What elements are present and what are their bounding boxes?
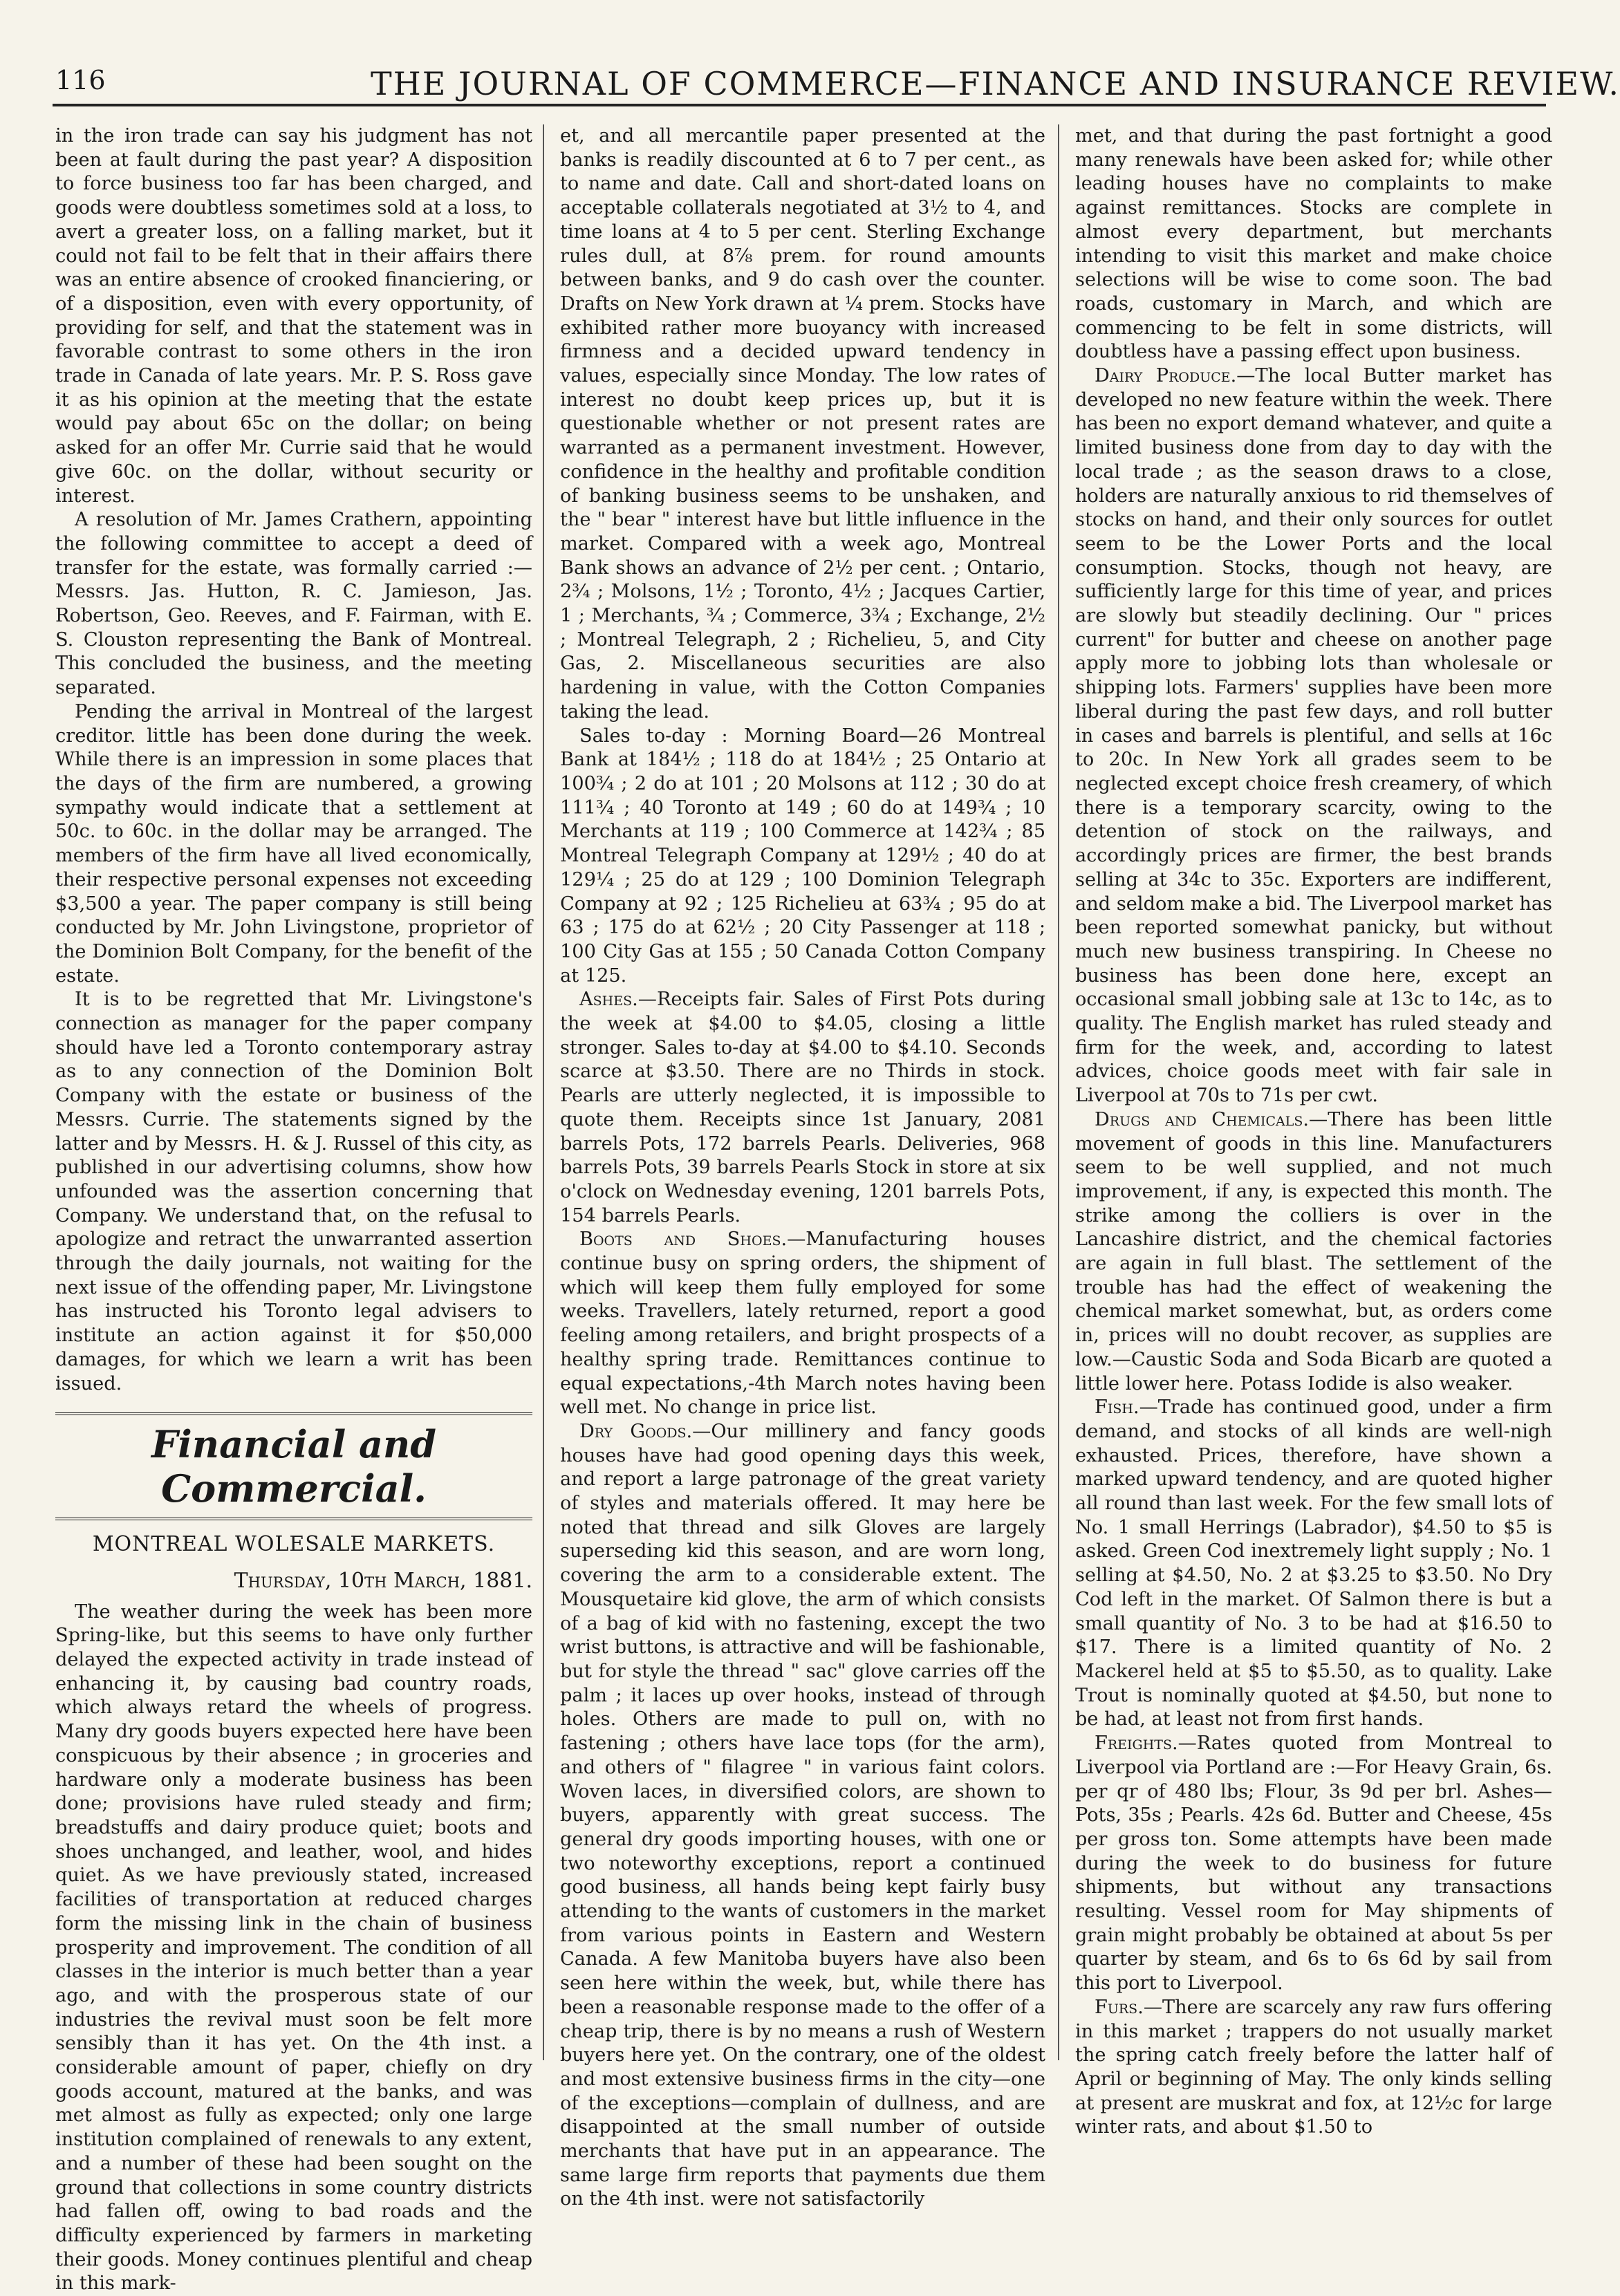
column-2	[560, 124, 1046, 2210]
item-text: —Trade has continued good, under a firm demand, and stocks of all kinds are well-nigh exhausted. Prices, therefore, have shown a marked upward tendency, and are quoted higher all round than last week. For the few small lots of No. 1 small Herrings (Labrador), $4.50 to $5 is asked. Green Cod inextremely light supply ; No. 1 selling at $4.50, No. 2 at $3.25 to $3.50. No Dry Cod left in the market. Of Salmon there is but a small quantity of No. 3 to be had at $16.50 to $17. There is a limited quantity of No. 2 Mackerel held at $5 to $5.50, as to quality. Lake Trout is nominally quoted at $4.50, but none to be had, at least not from first hands.	[1075, 1397, 1552, 1730]
item-text: —There are scarcely any raw furs offering in this market ; trappers do not usually market the spring catch freely before the latter half of April or beginning of May. The only kinds selling at present are muskrat and fox, at 12½c for large winter rats, and about $1.50 to	[1075, 1996, 1552, 2138]
column-rule	[1058, 124, 1059, 2060]
item-heading: Boots and Shoes.	[579, 1229, 788, 1251]
paragraph: met, and that during the past fortnight a good many renewals have been asked for; while other leading houses have no complaints to make against remittances. Stocks are complete in almost every department, but merchants intending to visit this market and make choice selections will be wise to come soon. The bad roads, customary in March, and which are commencing to be felt in some districts, will doubtless have a passing effect upon business.	[1075, 125, 1552, 363]
paragraph: in the iron trade can say his judgment has not been at fault during the past year? A disposition to force business too far has been charged, and goods were doubtless sometimes sold at a loss, to avert a greater loss, on a falling market, but it could not fail to be felt that in their affairs there was an entire absence of crooked financiering, or of a disposition, even with every opportunity, of providing for self, and that the statement was in favorable contrast to some others in the iron trade in Canada of late years. Mr. P. S. Ross gave it as his opinion at the meeting that the estate would pay about 65c on the dollar; on being asked for an offer Mr. Currie said that he would give 60c. on the dollar, without security or interest.	[55, 125, 532, 507]
item-heading: Dairy Produce.	[1095, 365, 1237, 387]
header-rule	[53, 104, 1546, 106]
section-title: Financial and Commercial.	[55, 1412, 532, 1520]
paragraph-ashes	[560, 988, 1045, 1228]
paragraph: et, and all mercantile paper presented at the banks is readily discounted at 6 to 7 per cent., as to name and date. Call and short-dated loans on acceptable collaterals negotiated at 3½ to 4, and time loans at 4 to 5 per cent. Sterling Exchange rules dull, at 8⅞ prem. for round amounts between banks, and 9 do cash over the counter. Drafts on New York drawn at ¼ prem. Stocks have exhibited rather more buoyancy with increased firmness and a decided upward tendency in values, especially since Monday. The low rates of interest no doubt keep prices up, but it is questionable whether or not present rates are warranted as a permanent investment. However, confidence in the healthy and profitable condition of banking business seems to be unshaken, and the " bear " interest have but little influence in the market. Compared with a week ago, Montreal Bank shows an advance of 2½ per cent. ; Ontario, 2¾ ; Molsons, 1½ ; Toronto, 4½ ; Jacques Cartier, 1 ; Merchants, ¾ ; Commerce, 3¾ ; Exchange, 2½ ; Montreal Telegraph, 2 ; Richelieu, 5, and City Gas, 2. Miscellaneous securities are also hardening in value, with the Cotton Companies taking the lead.	[560, 125, 1045, 722]
column-3	[1075, 124, 1552, 2138]
paragraph: The weather during the week has been more Spring-like, but this seems to have only further delayed the expected activity in trade instead of enhancing it, by causing bad country roads, which always retard the wheels of progress. Many dry goods buyers expected here have been conspicuous by their absence ; in groceries and hardware only a moderate business has been done; provisions have ruled steady and firm; breadstuffs and dairy produce quiet; boots and shoes unchanged, and leather, wool, and hides quiet. As we have previously stated, increased facilities of transportation at reduced charges form the missing link in the chain of business prosperity and improvement. The condition of all classes in the interior is much better than a year ago, and with the prosperous state of our industries the revival must soon be felt more sensibly than it has yet. On the 4th inst. a considerable amount of paper, chiefly on dry goods account, matured at the banks, and was met almost as fully as expected; only one large institution complained of renewals to any extent, and a number of these had been sought on the ground that collections in some country districts had fallen off, owing to bad roads and the difficulty experienced by farmers in marketing their goods. Money continues plentiful and cheap in this mark-	[55, 1600, 532, 2295]
item-heading: Fish.	[1095, 1397, 1139, 1419]
item-text: —Our millinery and fancy goods houses have had good opening days this week, and report a large patronage of the great variety of styles and materials offered. It may here be noted that thread and silk Gloves are largely superseding kid this season, and are worn long, covering the arm to a considerable extent. The Mousquetaire kid glove, the arm of which consists of a bag of kid with no fastening, except the two wrist buttons, is attractive and will be fashionable, but for style the thread " sac" glove carries off the palm ; it laces up over hooks, instead of through holes. Others are made to pull on, with no fastening ; others have lace tops (for the arm), and others of " filagree " in various faint colors. Woven laces, in diversified colors, are shown to buyers, apparently with great success. The general dry goods importing houses, with one or two noteworthy exceptions, report a continued good business, all hands being kept fairly busy attending to the wants of customers in the market from various points in Eastern and Western Canada. A few Manitoba buyers have also been seen here within the week, but, while there has been a reasonable response made to the offer of a cheap trip, there is by no means a rush of Western buyers here yet. On the contrary, one of the oldest and most extensive business firms in the city—one of the exceptions—complain of dullness, and are disappointed at the small number of outside merchants that have put in an appearance. The same large firm reports that payments due them on the 4th inst. were not satisfactorily	[560, 1420, 1046, 2210]
paragraph-freights	[1075, 1732, 1552, 1996]
column-1	[55, 124, 532, 2295]
paragraph-furs	[1075, 1996, 1552, 2140]
paragraph-drugs-and-chemicals	[1075, 1108, 1552, 1396]
item-heading: Furs.	[1095, 1996, 1144, 2018]
paragraph: It is to be regretted that Mr. Livingstone's connection as manager for the paper company should have led a Toronto contemporary astray as to any connection of the Dominion Bolt Company with the estate or business of the Messrs. Currie. The statements signed by the latter and by Messrs. H. & J. Russel of this city, as published in our advertising columns, show how unfounded was the assertion concerning that Company. We understand that, on the refusal to apologize and retract the unwarranted assertion through the daily journals, not waiting for the next issue of the offending paper, Mr. Livingstone has instructed his Toronto legal advisers to institute an action against it for $50,000 damages, for which we learn a writ has been issued.	[55, 989, 532, 1394]
item-text: —Manufacturing houses continue busy on spring orders, the shipment of which will keep them fully employed for some weeks. Travellers, lately returned, report a good feeling among retailers, and bright prospects of a healthy spring trade. Remittances continue to equal expectations,-4th March notes having been well met. No change in price list.	[560, 1229, 1045, 1419]
paragraph-boots-and-shoes	[560, 1228, 1045, 1420]
item-heading: Dry Goods.	[579, 1420, 693, 1442]
paragraph: Sales to-day : Morning Board—26 Montreal Bank at 184½ ; 118 do at 184½ ; 25 Ontario at 100¾ ; 2 do at 101 ; 20 Molsons at 112 ; 30 do at 111¾ ; 40 Toronto at 149 ; 60 do at 149¾ ; 10 Merchants at 119 ; 100 Commerce at 142¾ ; 85 Montreal Telegraph Company at 129½ ; 40 do at 129¼ ; 25 do at 129 ; 100 Dominion Telegraph Company at 92 ; 125 Richelieu at 63¾ ; 95 do at 63 ; 175 do at 62½ ; 20 City Passenger at 118 ; 100 City Gas at 155 ; 50 Canada Cotton Company at 125.	[560, 725, 1045, 987]
item-text: —Rates quoted from Montreal to Liverpool via Portland are :—For Heavy Grain, 6s. per qr of 480 lbs; Flour, 3s 9d per brl. Ashes—Pots, 35s ; Pearls. 42s 6d. Butter and Cheese, 45s per gross ton. Some attempts have been made during the week to do business for future shipments, but without any transactions resulting. Vessel room for May shipments of grain might probably be obtained at about 5s per quarter by steam, and 6s to 6s 6d by sail from this port to Liverpool.	[1075, 1733, 1552, 1995]
page-header	[39, 44, 1620, 102]
item-heading: Freights.	[1095, 1733, 1178, 1755]
column-rule	[543, 124, 544, 2060]
item-heading: Drugs and Chemicals.	[1095, 1108, 1310, 1130]
market-subhead: MONTREAL WOLESALE MARKETS.	[92, 1532, 496, 1557]
running-head: THE JOURNAL OF COMMERCE—FINANCE AND INSURANCE REVIEW.	[371, 65, 1620, 102]
item-text: —There has been little movement of goods in this line. Manufacturers seem to be well supplied, and not much improvement, if any, is expected this month. The strike among the colliers is over in the Lancashire district, and the chemical factories are again in full blast. The settlement of the trouble has had the effect of weakening the chemical market somewhat, but, as orders come in, prices will no doubt recover, as supplies are low.—Caustic Soda and Soda Bicarb are quoted a little lower here. Potass Iodide is also weaker.	[1075, 1108, 1552, 1394]
item-text: —Receipts fair. Sales of First Pots during the week at $4.00 to $4.05, closing a little stronger. Sales to-day at $4.00 to $4.10. Seconds scarce at $3.50. There are no Thirds in stock. Pearls are utterly neglected, it is impossible to quote them. Receipts since 1st January, 2081 barrels Pots, 172 barrels Pearls. Deliveries, 968 barrels Pots, 39 barrels Pearls Stock in store at six o'clock on Wednesday evening, 1201 barrels Pots, 154 barrels Pearls.	[560, 989, 1045, 1226]
page-number: 116	[55, 65, 106, 95]
item-text: —The local Butter market has developed no new feature within the week. There has been no export demand whatever, and quite a limited business done from day to day with the local trade ; as the season draws to a close, holders are naturally anxious to rid themselves of stocks on hand, and their only sources for outlet seem to be the Lower Ports and the local consumption. Stocks, though not heavy, are sufficiently large for this time of year, and prices are slowly but steadily declining. Our " prices current" for butter and cheese on another page apply more to jobbing lots than wholesale or shipping lots. Farmers' supplies have been more liberal during the past few days, and roll butter in cases and barrels is plentiful, and sells at 16c to 20c. In New York all grades seem to be neglected except choice fresh creamery, of which there is a temporary scarcity, owing to the detention of stock on the railways, and accordingly prices are firmer, the best brands selling at 34c to 35c. Exporters are indifferent, and seldom make a bid. The Liverpool market has been reported somewhat panicky, but without much new business transpiring. In Cheese no business has been done here, except an occasional small jobbing sale at 13c to 14c, as to quality. The English market has ruled steady and firm for the week, and, according to latest advices, choice goods meet with fair sale in Liverpool at 70s to 71s per cwt.	[1075, 365, 1552, 1107]
paragraph-dairy-produce	[1075, 364, 1552, 1108]
paragraph-fish	[1075, 1396, 1552, 1732]
item-heading: Ashes.	[579, 989, 638, 1011]
paragraph: A resolution of Mr. James Crathern, appointing the following committee to accept a deed of transfer for the estate, was formally carried :—Messrs. Jas. Hutton, R. C. Jamieson, Jas. Robertson, Geo. Reeves, and F. Fairman, with E. S. Clouston representing the Bank of Montreal. This concluded the business, and the meeting separated.	[55, 509, 532, 699]
dateline: Thursday, 10th March, 1881.	[234, 1568, 532, 1593]
paragraph-dry-goods	[560, 1420, 1045, 2212]
paragraph: Pending the arrival in Montreal of the largest creditor. little has been done during the week. While there is an impression in some places that the days of the firm are numbered, a growing sympathy would indicate that a settlement at 50c. to 60c. in the dollar may be arranged. The members of the firm have all lived economically, their respective personal expenses not exceeding $3,500 a year. The paper company is still being conducted by Mr. John Livingstone, proprietor of the Dominion Bolt Company, for the benefit of the estate.	[55, 700, 532, 987]
